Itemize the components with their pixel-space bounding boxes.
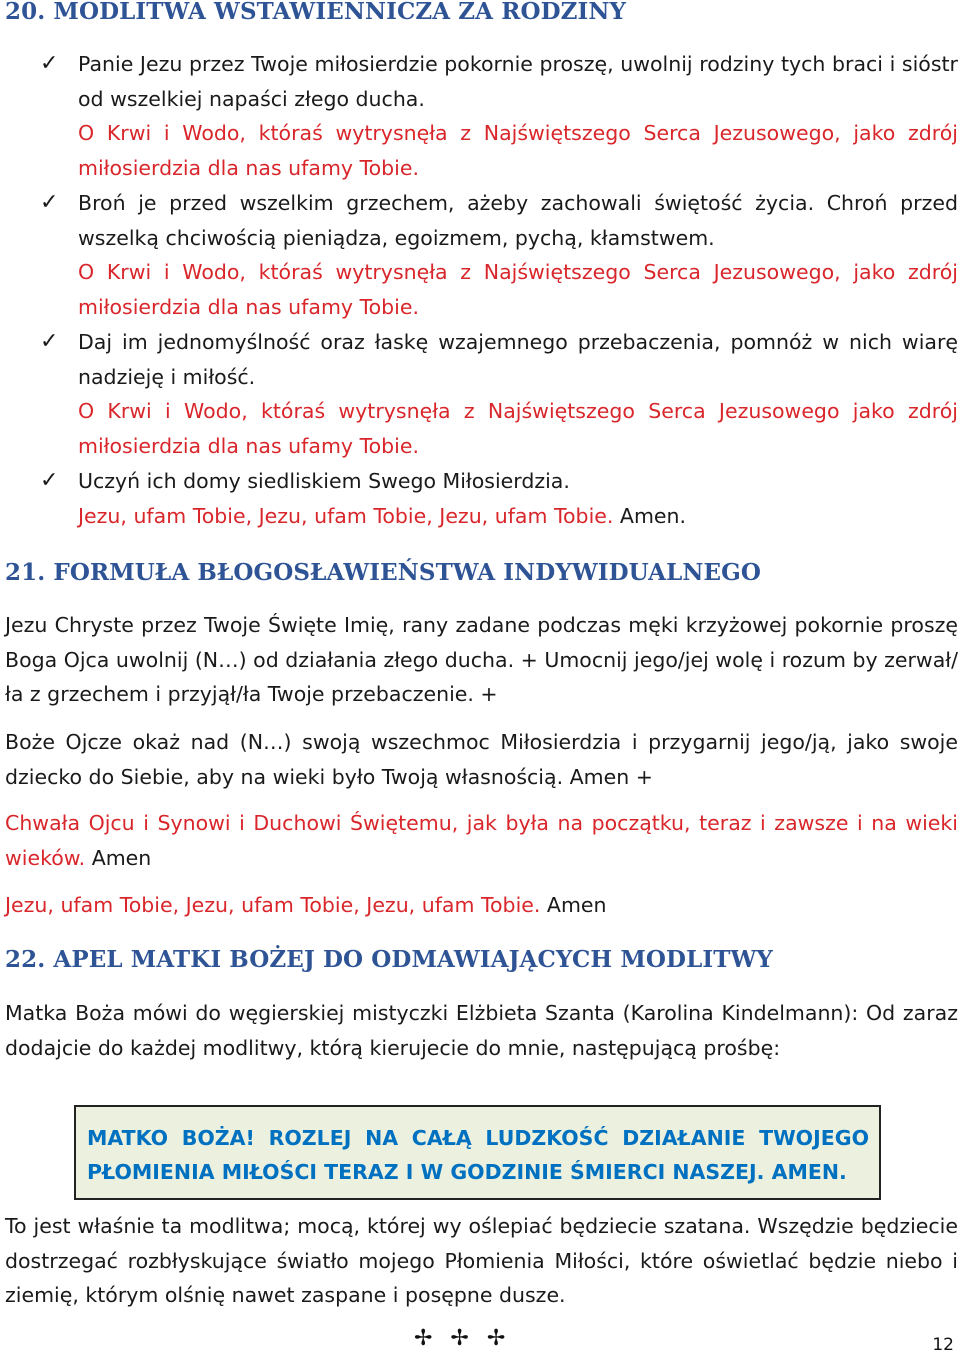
response-text: O Krwi i Wodo, któraś wytrysnęła z Najświętszego Serca Jezusowego, jako zdrój miłosierdzia dla nas ufamy Tobie.: [78, 260, 958, 319]
prayer-box: [74, 1105, 881, 1200]
blessing-paragraph: Boże Ojcze okaż nad (N…) swoją wszechmoc Miłosierdzia i przygarnij jego/ją, jako swoje dziecko do Siebie, aby na wieki było Twoją własnością. Amen +: [5, 730, 958, 789]
list-item: [40, 186, 958, 324]
doxology-text: Chwała Ojcu i Synowi i Duchowi Świętemu, jak była na początku, teraz i zawsze i na wieki wieków.: [5, 811, 958, 870]
page-number: 12: [932, 1335, 954, 1355]
checkmark-icon: ✓: [40, 190, 59, 215]
response-line: [78, 499, 958, 534]
petition-text: Daj im jednomyślność oraz łaskę wzajemnego przebaczenia, pomnóż w nich wiarę nadzieję i miłość.: [78, 330, 958, 389]
petition-text: Broń je przed wszelkim grzechem, ażeby zachowali świętość życia. Chroń przed wszelką chciwością pieniądza, egoizmem, pychą, kłamstwem.: [78, 191, 958, 250]
section-21-heading: 21. FORMUŁA BŁOGOSŁAWIEŃSTWA INDYWIDUALNEGO: [5, 559, 761, 586]
prayer-line: MATKO BOŻA! ROZLEJ NA CAŁĄ LUDZKOŚĆ DZIAŁANIE TWOJEGO: [87, 1126, 869, 1150]
list-item: [40, 325, 958, 463]
ornament-icon: ✢✢✢: [414, 1326, 524, 1351]
amen-text: Amen: [85, 845, 152, 870]
petition-text: Panie Jezu przez Twoje miłosierdzie pokornie proszę, uwolnij rodziny tych braci i sióstr od wszelkiej napaści złego ducha.: [78, 52, 958, 111]
section-20-heading: 20. MODLITWA WSTAWIENNICZA ZA RODZINY: [5, 0, 627, 25]
intro-paragraph: Matka Boża mówi do węgierskiej mistyczki Elżbieta Szanta (Karolina Kindelmann): Od zaraz dodajcie do każdej modlitwy, którą kierujecie do mnie, następującą prośbę:: [5, 1001, 958, 1060]
prayer-line: PŁOMIENIA MIŁOŚCI TERAZ I W GODZINIE ŚMIERCI NASZEJ. AMEN.: [87, 1160, 847, 1184]
amen-text: Amen: [540, 893, 607, 917]
blessing-paragraph: Jezu Chryste przez Twoje Święte Imię, rany zadane podczas męki krzyżowej pokornie proszę Boga Ojca uwolnij (N…) od działania złego ducha. + Umocnij jego/jej wolę i rozum by zerwał/ła z grzechem i przyjął/ła Twoje przebaczenie. +: [5, 613, 958, 706]
response-text: O Krwi i Wodo, któraś wytrysnęła z Najświętszego Serca Jezusowego jako zdrój miłosierdzia dla nas ufamy Tobie.: [78, 399, 958, 458]
checkmark-icon: ✓: [40, 329, 59, 354]
closing-paragraph: To jest właśnie ta modlitwa; mocą, której wy oślepiać będziecie szatana. Wszędzie będziecie dostrzegać rozbłyskujące światło mojego Płomienia Miłości, które oświetlać będzie niebo i ziemię, którym olśnię nawet zaspane i posępne dusze.: [5, 1214, 958, 1307]
list-item: [40, 464, 958, 533]
trust-paragraph: [5, 888, 958, 923]
petition-text: Uczyń ich domy siedliskiem Swego Miłosierdzia.: [78, 469, 570, 493]
amen-text: Amen.: [613, 503, 687, 528]
response-text: O Krwi i Wodo, któraś wytrysnęła z Najświętszego Serca Jezusowego, jako zdrój miłosierdzia dla nas ufamy Tobie.: [78, 121, 958, 180]
response-text: Jezu, ufam Tobie, Jezu, ufam Tobie, Jezu, ufam Tobie.: [78, 503, 614, 528]
checkmark-icon: ✓: [40, 468, 59, 493]
checkmark-icon: ✓: [40, 51, 59, 76]
doxology-paragraph: [5, 806, 958, 875]
list-item: [40, 47, 958, 185]
section-22-heading: 22. APEL MATKI BOŻEJ DO ODMAWIAJĄCYCH MODLITWY: [5, 946, 773, 973]
trust-text: Jezu, ufam Tobie, Jezu, ufam Tobie, Jezu, ufam Tobie.: [5, 893, 541, 917]
